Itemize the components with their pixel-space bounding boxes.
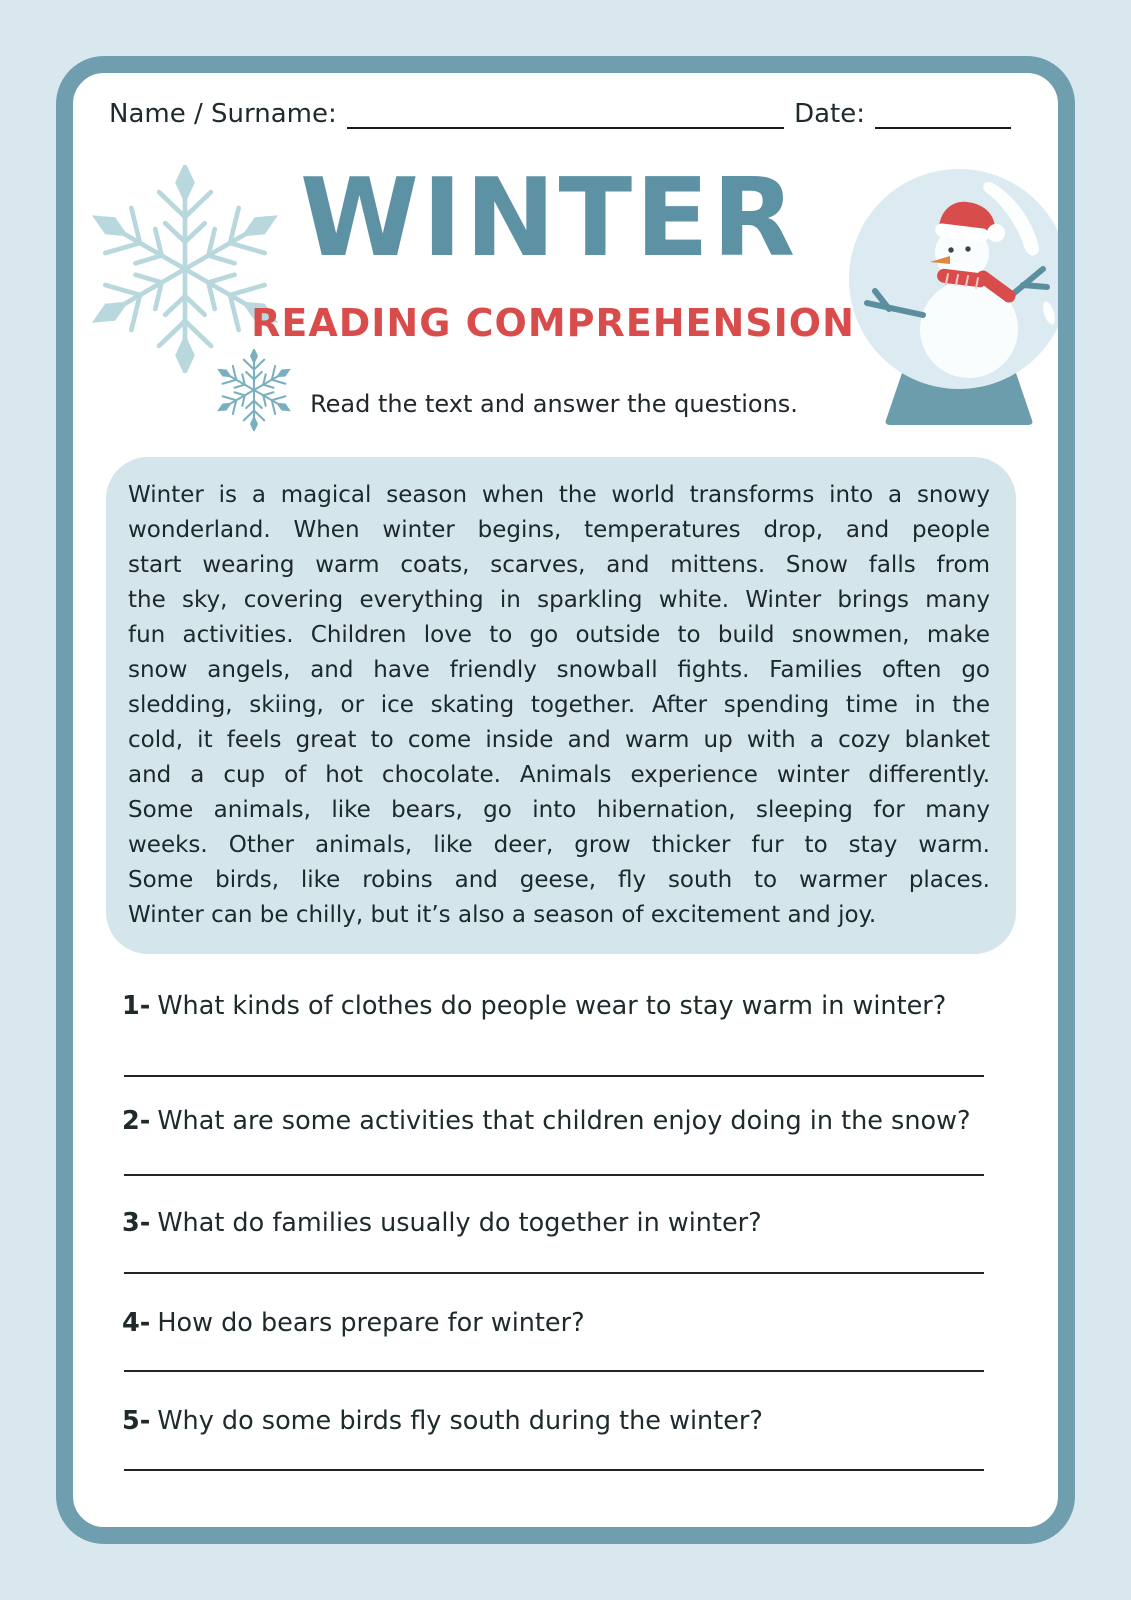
question-1-text: What kinds of clothes do people wear to stay warm in winter? [157,991,947,1021]
instruction-text: Read the text and answer the questions. [310,390,798,418]
question-5-number: 5- [122,1406,151,1436]
page-subtitle: READING COMPREHENSION [251,301,855,345]
passage-line: Winter can be chilly, but it’s also a season of excitement and joy. [128,902,877,928]
name-input-line[interactable] [347,103,784,129]
passage-line: Some birds, like robins and geese, fly south to warmer places. [128,867,990,893]
passage-line: snow angels, and have friendly snowball fights. Families often go [128,657,990,683]
passage-line: cold, it feels great to come inside and warm up with a cozy blanket [128,727,990,753]
question-3-number: 3- [122,1208,151,1238]
passage-line: Some animals, like bears, go into hibernation, sleeping for many [128,797,990,823]
question-5-text: Why do some birds fly south during the winter? [157,1406,763,1436]
snow-globe-snowman-icon [845,163,1075,429]
passage-line: Winter is a magical season when the world transforms into a snowy [128,482,990,508]
passage-line: start wearing warm coats, scarves, and mittens. Snow falls from [128,552,990,578]
name-label: Name / Surname: [109,99,337,129]
snowflake-icon [213,349,295,431]
question-2-number: 2- [122,1106,151,1136]
question-3-text: What do families usually do together in winter? [157,1208,762,1238]
question-1-number: 1- [122,991,151,1021]
passage-line: fun activities. Children love to go outside to build snowmen, make [128,622,990,648]
reading-passage [106,457,1016,954]
answer-line-5[interactable] [124,1469,984,1471]
passage-line: wonderland. When winter begins, temperatures drop, and people [128,517,990,543]
answer-line-2[interactable] [124,1174,984,1176]
question-4-text: How do bears prepare for winter? [157,1308,585,1338]
question-4-number: 4- [122,1308,151,1338]
page-title: WINTER [299,156,799,281]
answer-line-1[interactable] [124,1075,984,1077]
question-3 [122,1207,1002,1239]
date-input-line[interactable] [875,103,1011,129]
question-1 [122,990,1002,1022]
question-5 [122,1405,1002,1437]
passage-line: sledding, skiing, or ice skating together. After spending time in the [128,692,990,718]
worksheet-page [56,56,1075,1544]
passage-line: and a cup of hot chocolate. Animals experience winter differently. [128,762,990,788]
date-label: Date: [794,99,865,129]
question-2 [122,1105,1002,1137]
answer-line-4[interactable] [124,1370,984,1372]
passage-line: weeks. Other animals, like deer, grow thicker fur to stay warm. [128,832,990,858]
question-4 [122,1307,1002,1339]
name-date-row [109,99,1011,129]
question-2-text: What are some activities that children enjoy doing in the snow? [157,1106,971,1136]
answer-line-3[interactable] [124,1272,984,1274]
passage-line: the sky, covering everything in sparkling white. Winter brings many [128,587,990,613]
